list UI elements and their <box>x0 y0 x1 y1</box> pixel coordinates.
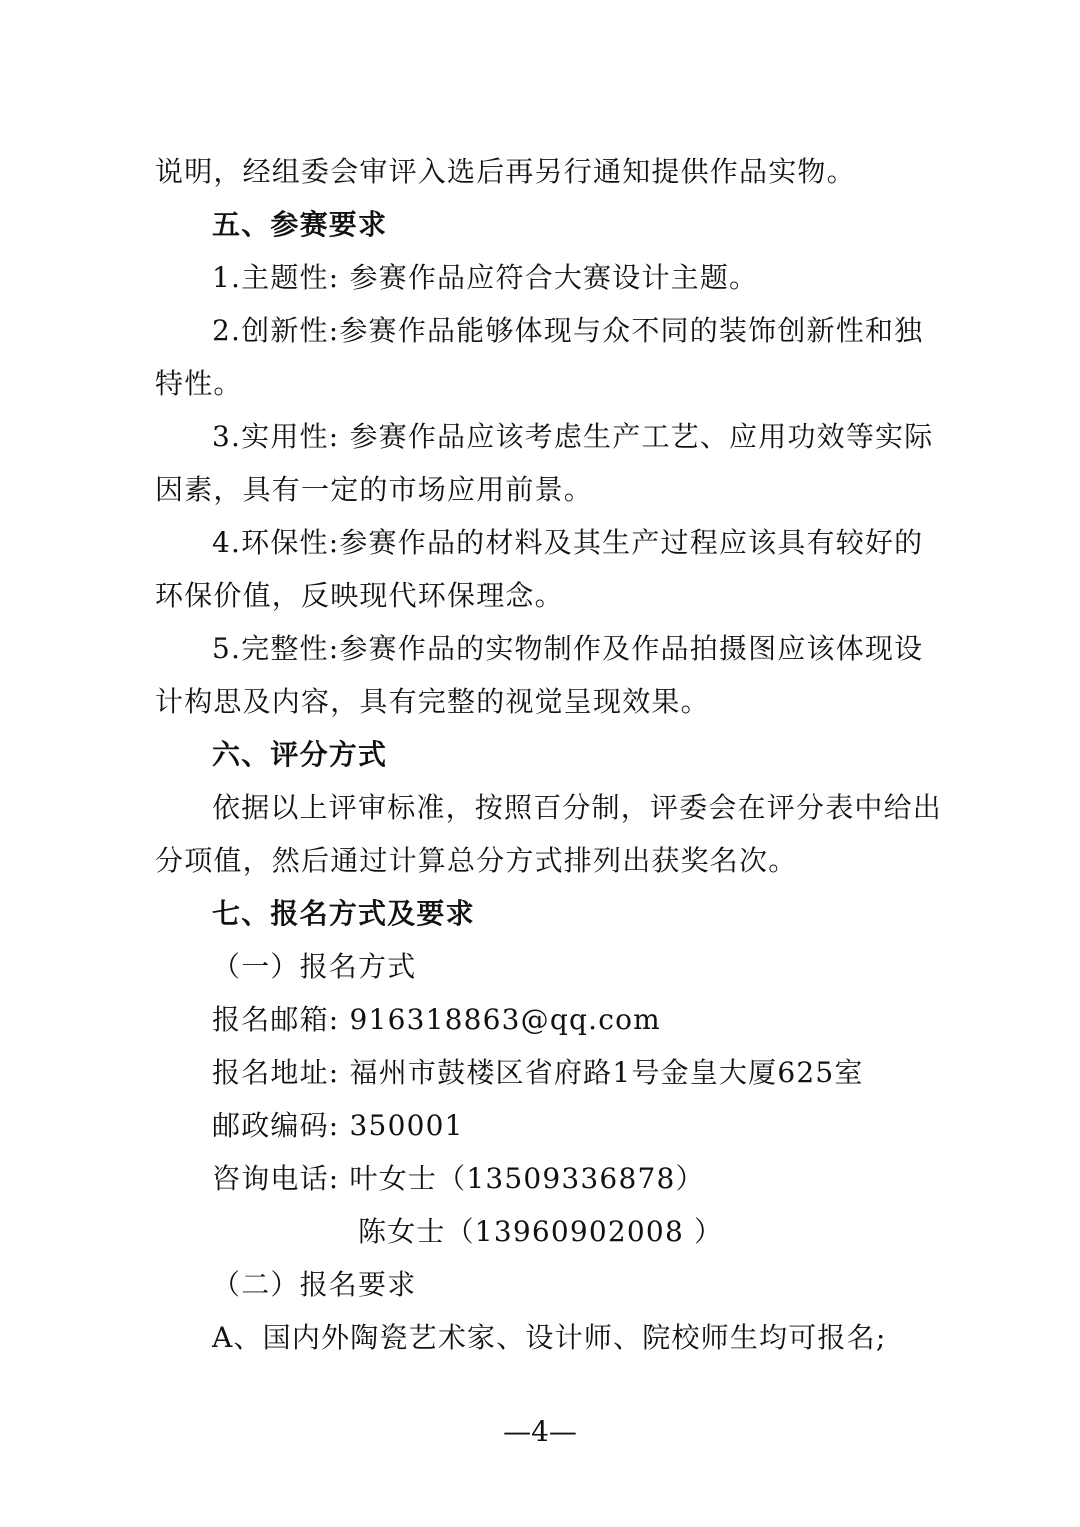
section-heading-six: 六、评分方式 <box>212 738 388 771</box>
scoring-line-1: 依据以上评审标准，按照百分制，评委会在评分表中给出 <box>212 791 943 824</box>
page-number: —4— <box>503 1415 577 1448</box>
consult-phone-2: 陈女士（13960902008 ） <box>358 1215 724 1248</box>
section-heading-seven: 七、报名方式及要求 <box>212 897 475 930</box>
scoring-line-2: 分项值，然后通过计算总分方式排列出获奖名次。 <box>155 844 798 877</box>
requirement-2-line-2: 特性。 <box>155 367 243 400</box>
requirement-4-line-1: 4.环保性:参赛作品的材料及其生产过程应该具有较好的 <box>212 526 924 559</box>
consult-phone-1: 咨询电话: 叶女士（13509336878） <box>212 1162 705 1195</box>
paragraph-line-intro: 说明，经组委会审评入选后再另行通知提供作品实物。 <box>155 155 856 188</box>
subheading-registration-method: （一）报名方式 <box>212 950 417 983</box>
requirement-2-line-1: 2.创新性:参赛作品能够体现与众不同的装饰创新性和独 <box>212 314 924 347</box>
requirement-5-line-1: 5.完整性:参赛作品的实物制作及作品拍摄图应该体现设 <box>212 632 924 665</box>
requirement-5-line-2: 计构思及内容，具有完整的视觉呈现效果。 <box>155 685 710 718</box>
requirement-4-line-2: 环保价值，反映现代环保理念。 <box>155 579 564 612</box>
subheading-registration-requirements: （二）报名要求 <box>212 1268 417 1301</box>
requirement-3-line-2: 因素，具有一定的市场应用前景。 <box>155 473 594 506</box>
requirement-3-line-1: 3.实用性: 参赛作品应该考虑生产工艺、应用功效等实际 <box>212 420 934 453</box>
requirement-a: A、国内外陶瓷艺术家、设计师、院校师生均可报名; <box>212 1321 887 1354</box>
section-heading-five: 五、参赛要求 <box>212 208 388 241</box>
postal-code: 邮政编码: 350001 <box>212 1109 464 1142</box>
registration-email: 报名邮箱: 916318863@qq.com <box>212 1003 661 1036</box>
registration-address: 报名地址: 福州市鼓楼区省府路1号金皇大厦625室 <box>212 1056 864 1089</box>
requirement-1: 1.主题性: 参赛作品应符合大赛设计主题。 <box>212 261 759 294</box>
